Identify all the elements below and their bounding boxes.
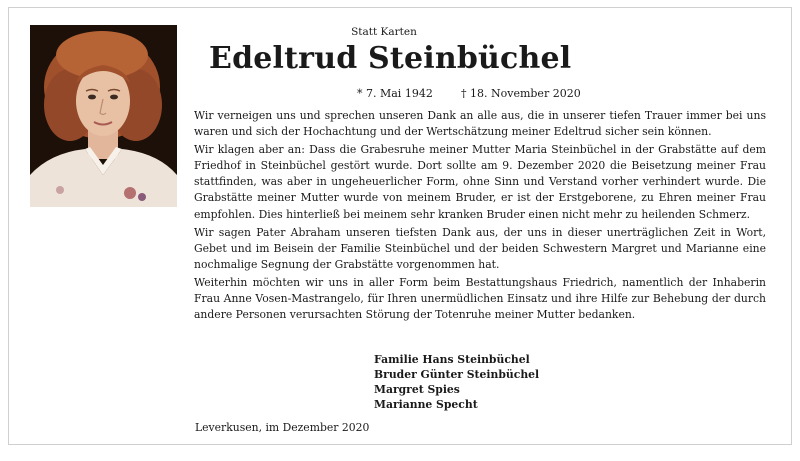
paragraph: Wir klagen aber an: Dass die Grabesruhe meiner Mutter Maria Steinbüchel in der Grabstätte auf dem Friedhof in Steinbüchel gestört wurde. Dort sollte am 9. Dezember 2020 die Beisetzung meiner Frau stattfinden, was aber in ungeheuerlicher Form, ohne Sinn und Verstand vorher verhindert wurde. Die Grabstätte meiner Mutter wurde von meinem Bruder, er ist der Erstgeborene, zu Ehren meiner Frau empfohlen. Dies hinterließ bei meinem sehr kranken Bruder einen nicht mehr zu heilenden Schmerz.: [194, 143, 766, 221]
life-dates: [357, 87, 581, 101]
signature-line: Bruder Günter Steinbüchel: [374, 368, 540, 381]
portrait-photo: [30, 25, 177, 207]
pretitle: Statt Karten: [351, 26, 417, 38]
notice-heading: [209, 25, 572, 77]
obituary-notice: [8, 7, 792, 445]
portrait-image: [30, 25, 177, 207]
paragraph: Wir sagen Pater Abraham unseren tiefsten Dank aus, der uns in dieser unerträglichen Zeit in Wort, Gebet und im Beisein der Familie Steinbüchel und der beiden Schwestern Margret und Marianne eine nochmalige Segnung der Grabstätte vorgenommen hat.: [194, 225, 766, 271]
place-and-date: Leverkusen, im Dezember 2020: [195, 421, 370, 434]
death-date: † 18. November 2020: [461, 87, 581, 100]
paragraph: Wir verneigen uns und sprechen unseren Dank an alle aus, die in unserer tiefen Trauer immer bei uns waren und sich der Hochachtung und der Wertschätzung meiner Edeltrud sicher sein können.: [194, 109, 766, 139]
notice-body: [194, 108, 766, 325]
signature-line: Marianne Specht: [374, 398, 478, 411]
signature-line: Margret Spies: [374, 383, 460, 396]
birth-date: * 7. Mai 1942: [357, 87, 433, 100]
signatures: [374, 352, 539, 412]
deceased-name: Edeltrud Steinbüchel: [209, 41, 572, 76]
paragraph: Weiterhin möchten wir uns in aller Form beim Bestattungshaus Friedrich, namentlich der Inhaberin Frau Anne Vosen-Mastrangelo, für Ihren unermüdlichen Einsatz und ihre Hilfe zur Behebung der durch andere Personen verursachten Störung der Totenruhe meiner Mutter bedanken.: [194, 275, 766, 322]
signature-line: Familie Hans Steinbüchel: [374, 353, 530, 366]
